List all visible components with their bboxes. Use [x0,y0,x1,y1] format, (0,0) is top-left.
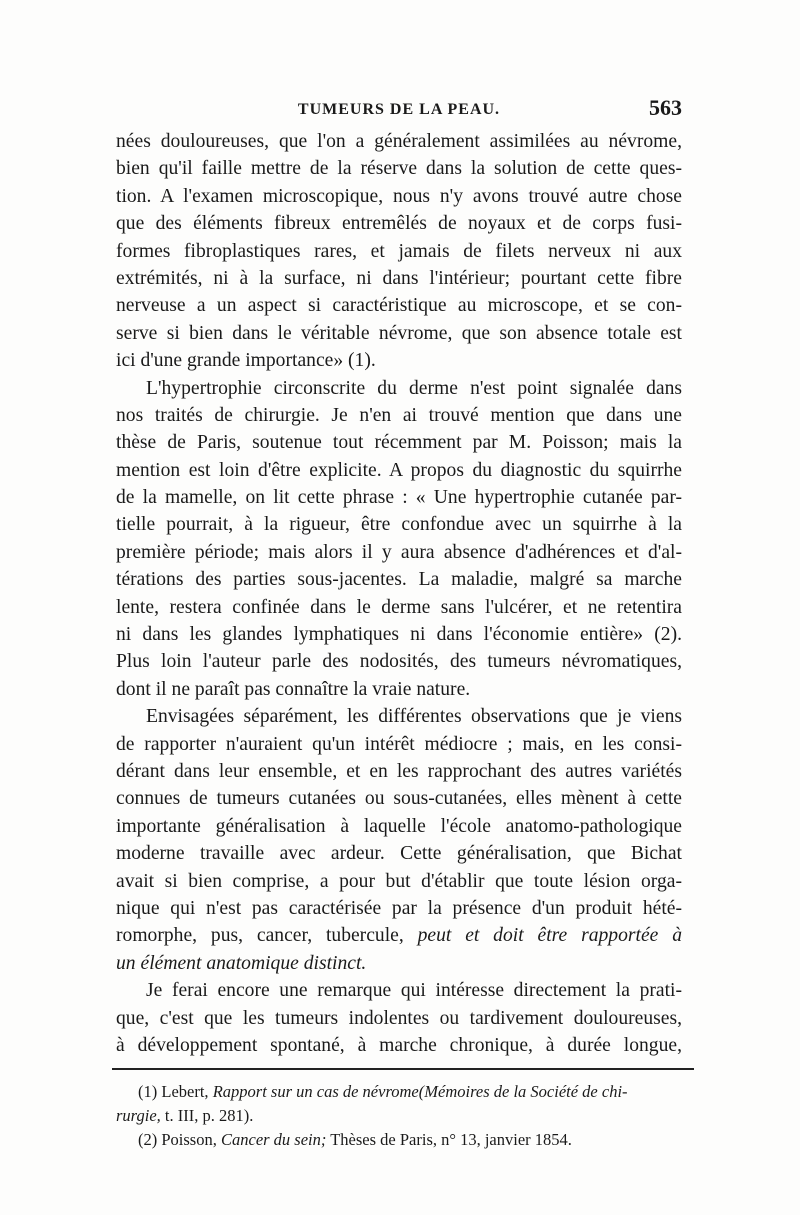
italic-segment: peut et doit être rapportée à [417,925,682,947]
page-number: 563 [649,95,682,120]
footnote-title: Cancer du sein; [220,1130,327,1149]
text-line: formes fibroplastiques rares, et jamais de filets nerveux ni aux [116,240,682,262]
text-line: importante généralisation à laquelle l'école anatomo-pathologique [116,815,682,837]
text-line [116,950,682,977]
text-line: de rapporter n'auraient qu'un intérêt médiocre ; mais, en les consi- [116,733,682,755]
text-line: dérant dans leur ensemble, et en les rapprochant des autres variétés [116,760,682,782]
text-line: dont il ne paraît pas connaître la vraie nature. [116,678,471,700]
text-line: térations des parties sous-jacentes. La maladie, malgré sa marche [116,569,682,591]
text-line: à développement spontané, à marche chronique, à durée longue, [116,1034,682,1056]
text-line: que, c'est que les tumeurs indolentes ou tardivement douloureuses, [116,1007,682,1029]
text-line: lente, restera confinée dans le derme sans l'ulcérer, et ne retentira [116,596,682,618]
footnote-title: Rapport sur un cas de névrome [212,1082,419,1101]
footnote-marker: (1) [138,1082,158,1101]
text-line: nique qui n'est pas caractérisée par la présence d'un produit hété- [116,897,682,919]
text-line: mention est loin d'être explicite. A propos du diagnostic du squirrhe [116,459,682,481]
paragraph-start: L'hypertrophie circonscrite du derme n'est point signalée dans [146,377,682,399]
text-line: avait si bien comprise, a pour but d'établir que toute lésion orga- [116,870,682,892]
footnote-source-cont: rurgie, [116,1106,161,1125]
running-head: TUMEURS DE LA PEAU. [297,101,501,118]
paragraph-start: Je ferai encore une remarque qui intéresse directement la prati- [146,980,682,1002]
text-line: ni dans les glandes lymphatiques ni dans l'économie entière» (2). [116,624,682,646]
text-line: ici d'une grande importance» (1). [116,350,376,372]
text-line: thèse de Paris, soutenue tout récemment par M. Poisson; mais la [116,432,682,454]
text-line: Plus loin l'auteur parle des nodosités, des tumeurs névromatiques, [116,651,682,673]
text-line: première période; mais alors il y aura absence d'adhérences et d'al- [116,541,682,563]
paragraph-start: Envisagées séparément, les différentes observations que je viens [146,706,682,728]
text-line: tielle pourrait, à la rigueur, être confondue avec un squirrhe à la [116,514,682,536]
italic-segment: un élément anatomique distinct. [116,952,367,974]
footnote-author: Lebert, [161,1082,209,1101]
footnote-1 [116,1080,686,1104]
text-line-mixed [116,922,682,949]
text-line: connues de tumeurs cutanées ou sous-cutanées, elles mènent à cette [116,788,682,810]
text-line: serve si bien dans le véritable névrome, que son absence totale est [116,322,682,344]
footnote-ref: Thèses de Paris, n° 13, janvier 1854. [330,1130,572,1149]
footnote-2 [116,1128,686,1152]
text-line: nos traités de chirurgie. Je n'en ai trouvé mention que dans une [116,404,682,426]
text-line: moderne travaille avec ardeur. Cette généralisation, que Bichat [116,843,682,865]
footnote-marker: (2) [138,1130,158,1149]
text-line: nerveuse a un aspect si caractéristique au microscope, et se con- [116,295,682,317]
text-line: de la mamelle, on lit cette phrase : « Une hypertrophie cutanée par- [116,487,682,509]
footnote-author: Poisson, [161,1130,217,1149]
footnotes [116,1080,686,1152]
text-line: extrémités, ni à la surface, ni dans l'intérieur; pourtant cette fibre [116,267,682,289]
text-line: bien qu'il faille mettre de la réserve dans la solution de cette ques- [116,158,682,180]
page-header [116,95,682,125]
body-text [116,128,682,1059]
footnote-source: (Mémoires de la Société de chi- [418,1082,628,1101]
text-segment: romorphe, pus, cancer, tubercule, [116,925,404,947]
text-line: nées douloureuses, que l'on a généralement assimilées au névrome, [116,131,682,152]
text-line: que des éléments fibreux entremêlés de noyaux et de corps fusi- [116,213,682,235]
footnote-1-cont [116,1104,686,1128]
footnote-divider [112,1068,694,1070]
footnote-ref: t. III, p. 281). [164,1106,254,1125]
text-line: tion. A l'examen microscopique, nous n'y avons trouvé autre chose [116,185,682,207]
